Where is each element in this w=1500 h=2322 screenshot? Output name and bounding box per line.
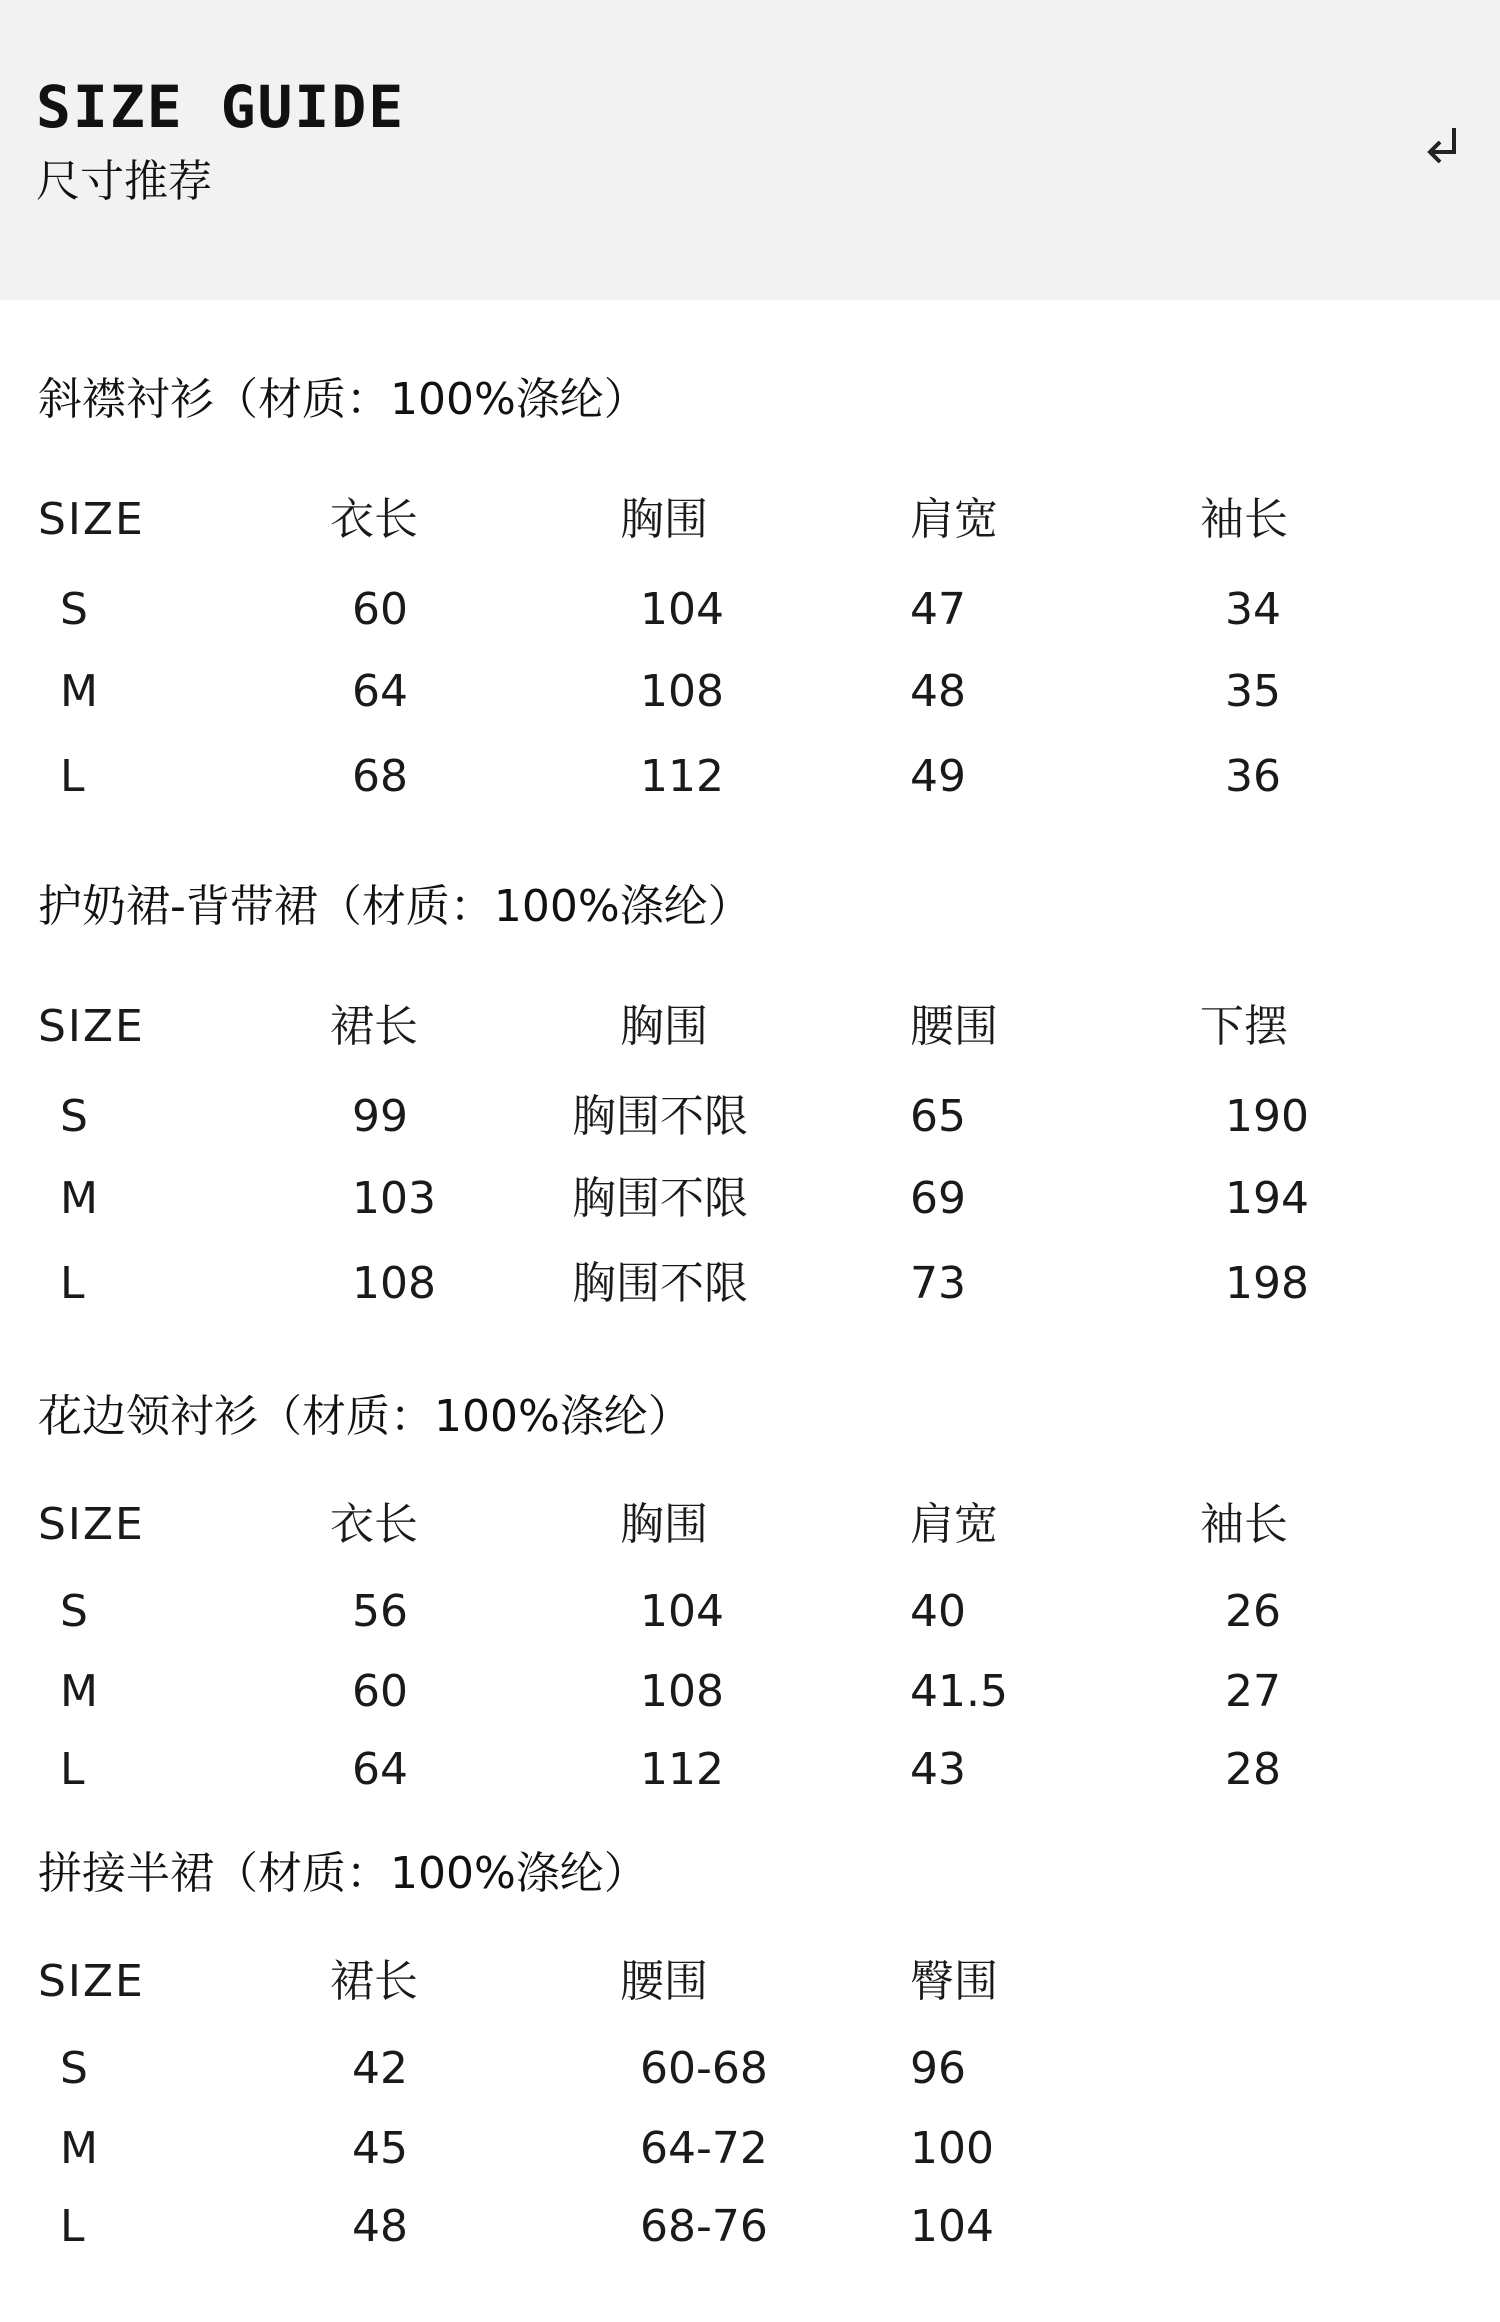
table-cell: 68-76 bbox=[640, 2201, 768, 2252]
column-header: 胸围 bbox=[620, 494, 708, 545]
table-cell: 104 bbox=[910, 2201, 994, 2252]
section-title: 花边领衬衫（材质：100%涤纶） bbox=[38, 1391, 692, 1442]
table-cell: 64 bbox=[352, 1744, 408, 1795]
table-cell: L bbox=[60, 751, 85, 802]
table-cell: 60 bbox=[352, 1666, 408, 1717]
table-cell: 42 bbox=[352, 2043, 408, 2094]
table-cell: M bbox=[60, 2123, 98, 2174]
table-row bbox=[0, 751, 1500, 815]
table-cell: 48 bbox=[352, 2201, 408, 2252]
table-cell: S bbox=[60, 1091, 88, 1142]
table-cell: 47 bbox=[910, 584, 966, 635]
table-row bbox=[0, 666, 1500, 730]
table-row bbox=[0, 2043, 1500, 2107]
table-cell: 60 bbox=[352, 584, 408, 635]
table-cell: 112 bbox=[640, 1744, 724, 1795]
column-header: 衣长 bbox=[330, 494, 418, 545]
table-cell: 100 bbox=[910, 2123, 994, 2174]
table-cell: 69 bbox=[910, 1173, 966, 1224]
table-row bbox=[0, 2123, 1500, 2187]
table-header-row bbox=[0, 1499, 1500, 1563]
table-cell: L bbox=[60, 2201, 85, 2252]
table-row bbox=[0, 1744, 1500, 1808]
table-cell: 43 bbox=[910, 1744, 966, 1795]
section-title: 斜襟衬衫（材质：100%涤纶） bbox=[38, 374, 648, 425]
table-cell: L bbox=[60, 1258, 85, 1309]
table-cell: 108 bbox=[352, 1258, 436, 1309]
table-header-row bbox=[0, 1001, 1500, 1065]
table-cell: 68 bbox=[352, 751, 408, 802]
table-cell: 112 bbox=[640, 751, 724, 802]
table-cell: M bbox=[60, 1173, 98, 1224]
column-header: 裙长 bbox=[330, 1001, 418, 1052]
table-cell: M bbox=[60, 1666, 98, 1717]
table-cell: 36 bbox=[1225, 751, 1281, 802]
column-header: 臀围 bbox=[910, 1956, 998, 2007]
table-cell: 26 bbox=[1225, 1586, 1281, 1637]
column-header: 肩宽 bbox=[910, 494, 998, 545]
column-header: 肩宽 bbox=[910, 1499, 998, 1550]
page-title: SIZE GUIDE bbox=[36, 73, 406, 141]
table-cell: S bbox=[60, 584, 88, 635]
table-cell: 194 bbox=[1225, 1173, 1309, 1224]
table-cell: 198 bbox=[1225, 1258, 1309, 1309]
section-title: 护奶裙-背带裙（材质：100%涤纶） bbox=[38, 881, 752, 932]
page-subtitle: 尺寸推荐 bbox=[36, 156, 212, 207]
column-header: 下摆 bbox=[1200, 1001, 1288, 1052]
table-row bbox=[0, 1258, 1500, 1322]
table-cell: 64-72 bbox=[640, 2123, 768, 2174]
table-cell: 45 bbox=[352, 2123, 408, 2174]
table-row bbox=[0, 2201, 1500, 2265]
table-cell: 胸围不限 bbox=[572, 1258, 748, 1309]
table-cell: 64 bbox=[352, 666, 408, 717]
table-header-row bbox=[0, 494, 1500, 558]
column-header: SIZE bbox=[38, 494, 145, 545]
table-cell: 48 bbox=[910, 666, 966, 717]
table-cell: L bbox=[60, 1744, 85, 1795]
table-cell: 35 bbox=[1225, 666, 1281, 717]
table-cell: 103 bbox=[352, 1173, 436, 1224]
column-header: SIZE bbox=[38, 1499, 145, 1550]
table-cell: 104 bbox=[640, 1586, 724, 1637]
table-cell: 104 bbox=[640, 584, 724, 635]
table-cell: 96 bbox=[910, 2043, 966, 2094]
table-cell: S bbox=[60, 1586, 88, 1637]
header bbox=[0, 0, 1500, 300]
table-cell: 65 bbox=[910, 1091, 966, 1142]
table-cell: 49 bbox=[910, 751, 966, 802]
table-row bbox=[0, 1666, 1500, 1730]
column-header: SIZE bbox=[38, 1001, 145, 1052]
column-header: SIZE bbox=[38, 1956, 145, 2007]
column-header: 胸围 bbox=[620, 1499, 708, 1550]
table-cell: S bbox=[60, 2043, 88, 2094]
column-header: 袖长 bbox=[1200, 1499, 1288, 1550]
table-cell: 108 bbox=[640, 1666, 724, 1717]
column-header: 衣长 bbox=[330, 1499, 418, 1550]
table-row bbox=[0, 1091, 1500, 1155]
column-header: 胸围 bbox=[620, 1001, 708, 1052]
return-arrow-icon[interactable] bbox=[1420, 122, 1466, 168]
table-cell: M bbox=[60, 666, 98, 717]
table-row bbox=[0, 1586, 1500, 1650]
table-row bbox=[0, 1173, 1500, 1237]
table-cell: 28 bbox=[1225, 1744, 1281, 1795]
table-cell: 34 bbox=[1225, 584, 1281, 635]
section-title: 拼接半裙（材质：100%涤纶） bbox=[38, 1848, 648, 1899]
column-header: 腰围 bbox=[910, 1001, 998, 1052]
table-cell: 73 bbox=[910, 1258, 966, 1309]
table-cell: 190 bbox=[1225, 1091, 1309, 1142]
table-row bbox=[0, 584, 1500, 648]
column-header: 袖长 bbox=[1200, 494, 1288, 545]
table-cell: 41.5 bbox=[910, 1666, 1008, 1717]
table-cell: 胸围不限 bbox=[572, 1091, 748, 1142]
table-cell: 40 bbox=[910, 1586, 966, 1637]
table-cell: 99 bbox=[352, 1091, 408, 1142]
column-header: 裙长 bbox=[330, 1956, 418, 2007]
table-cell: 56 bbox=[352, 1586, 408, 1637]
table-cell: 27 bbox=[1225, 1666, 1281, 1717]
table-header-row bbox=[0, 1956, 1500, 2020]
table-cell: 108 bbox=[640, 666, 724, 717]
column-header: 腰围 bbox=[620, 1956, 708, 2007]
table-cell: 60-68 bbox=[640, 2043, 768, 2094]
table-cell: 胸围不限 bbox=[572, 1173, 748, 1224]
